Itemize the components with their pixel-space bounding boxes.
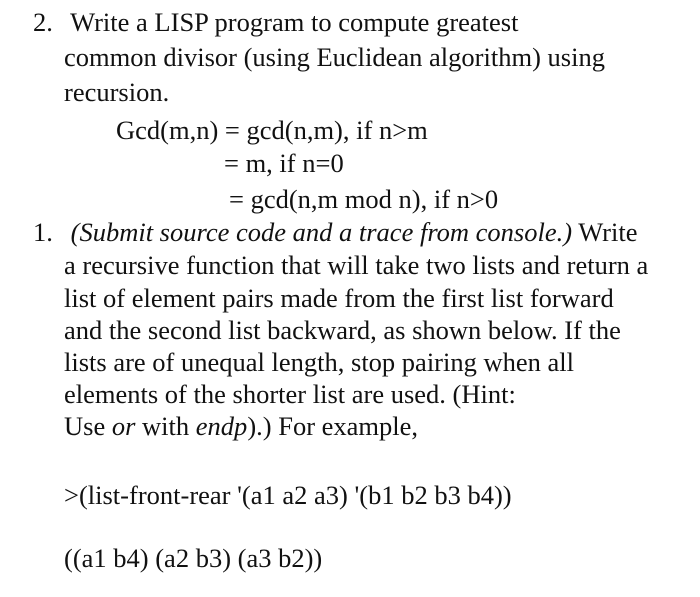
hint-or: or (111, 411, 136, 441)
problem-1-line-6: elements of the shorter list are used. (Hint: (64, 379, 516, 409)
problem-1-line-5: lists are of unequal length, stop pairing when all (64, 347, 575, 377)
problem-1-number: 1. (33, 217, 53, 247)
hint-end: ).) For example, (247, 411, 419, 441)
problem-2-line-3: recursion. (64, 77, 170, 107)
problem-1-line-1 (33, 216, 637, 248)
problem-2-number: 2. (33, 7, 53, 37)
hint-endp: endp (195, 411, 248, 441)
problem-2-line-1 (33, 6, 518, 38)
problem-2-text-1: Write a LISP program to compute greatest (70, 7, 519, 37)
problem-1-line-3: list of element pairs made from the first list forward (64, 283, 614, 313)
problem-1-intro-rest: Write (572, 217, 638, 247)
problem-2-line-2: common divisor (using Euclidean algorithm) using (64, 42, 605, 72)
gcd-formula-line-1: Gcd(m,n) = gcd(n,m), if n>m (116, 115, 428, 145)
problem-1-line-2: a recursive function that will take two lists and return a (64, 250, 649, 280)
problem-1-line-4: and the second list backward, as shown below. If the (64, 315, 621, 345)
example-result: ((a1 b4) (a2 b3) (a3 b2)) (64, 543, 323, 573)
problem-1-line-7 (64, 410, 418, 442)
example-call: >(list-front-rear '(a1 a2 a3) '(b1 b2 b3 b4)) (64, 480, 512, 510)
problem-1-intro-italic: (Submit source code and a trace from console.) (70, 217, 573, 247)
gcd-formula-line-3: = gcd(n,m mod n), if n>0 (229, 184, 499, 214)
hint-with: with (135, 411, 196, 441)
hint-use: Use (64, 411, 112, 441)
gcd-formula-line-2: = m, if n=0 (224, 148, 344, 178)
